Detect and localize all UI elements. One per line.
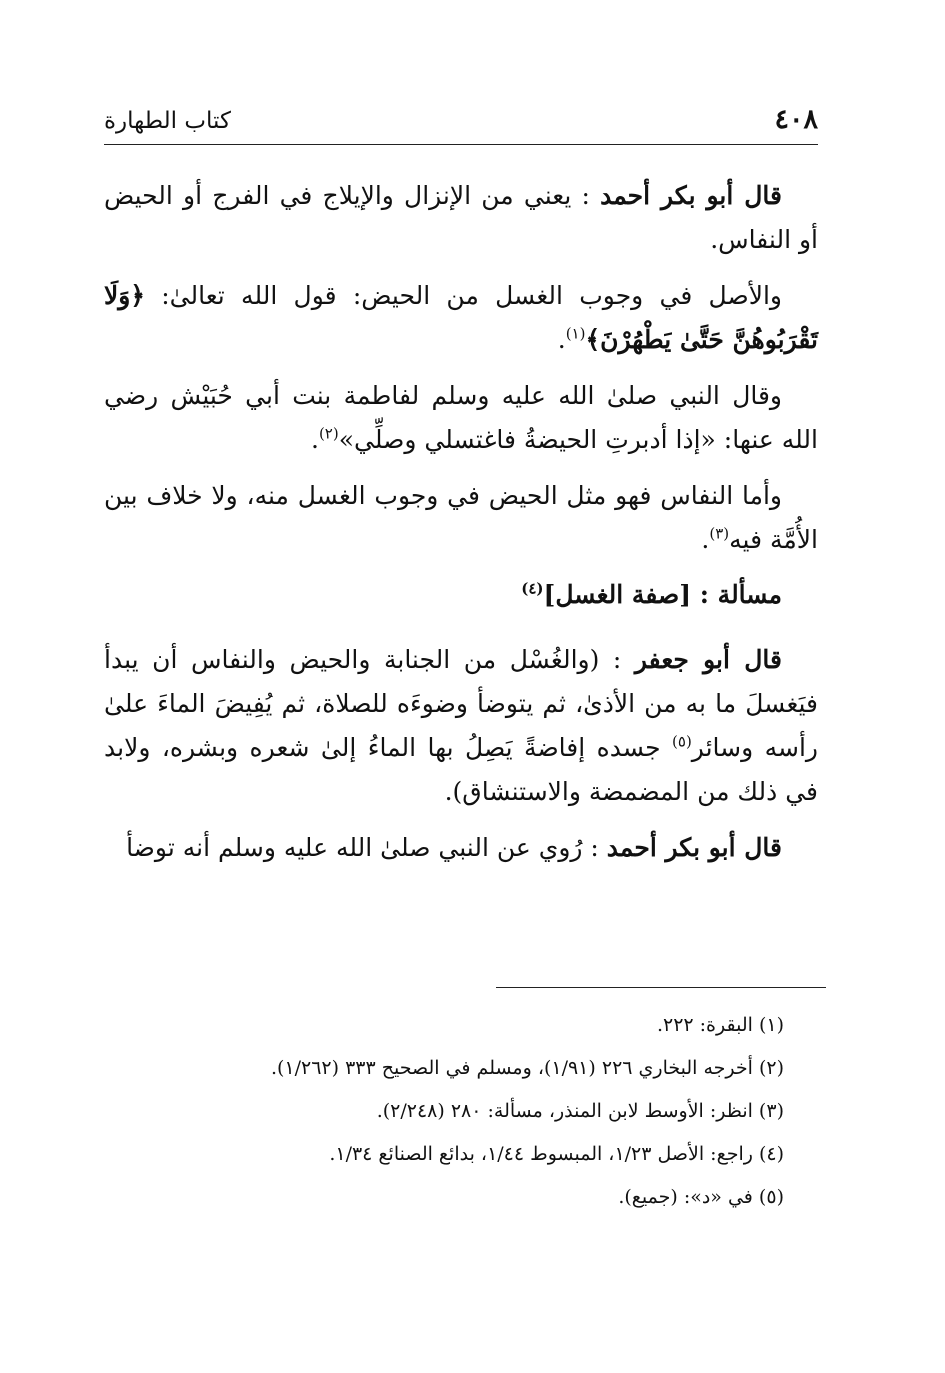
speaker-label: قال أبو بكر أحمد bbox=[606, 833, 782, 862]
section-heading bbox=[104, 574, 782, 616]
page-header bbox=[104, 104, 818, 145]
paragraph-text-continued: جسده إفاضةً يَصِلُ بها الماءُ إلىٰ شعره وبشره، ولابد في ذلك من المضمضة والاستنشاق). bbox=[104, 733, 818, 806]
paragraph-end: . bbox=[310, 425, 319, 454]
paragraph-text: : يعني من الإنزال والإيلاج في الفرج أو الحيض أو النفاس. bbox=[104, 181, 818, 254]
quran-quote: ﴿وَلَا تَقْرَبُوهُنَّ حَتَّىٰ يَطْهُرْنَ﴾ bbox=[104, 281, 818, 354]
paragraph-end: . bbox=[557, 325, 566, 354]
running-title: كتاب الطهارة bbox=[104, 108, 231, 134]
footnote-2: (٢) أخرجه البخاري ٢٢٦ (١/٩١)، ومسلم في الصحيح ٣٣٣ (١/٢٦٢). bbox=[270, 1057, 784, 1079]
footnote-5: (٥) في «د»: (جميع). bbox=[618, 1186, 784, 1208]
paragraph-3 bbox=[104, 374, 818, 462]
footnote-ref: (٥) bbox=[672, 732, 692, 751]
footnote-3: (٣) انظر: الأوسط لابن المنذر، مسألة: ٢٨٠ (٢/٢٤٨). bbox=[376, 1100, 784, 1122]
footnote-4: (٤) راجع: الأصل ١/٢٣، المبسوط ١/٤٤، بدائع الصنائع ١/٣٤. bbox=[329, 1143, 784, 1165]
footnote-divider bbox=[496, 987, 826, 988]
paragraph-text: وقال النبي صلىٰ الله عليه وسلم لفاطمة بنت أبي حُبَيْش رضي الله عنها: «إذا أدبرتِ الحيضةُ فاغتسلي وصلِّي» bbox=[104, 381, 818, 454]
paragraph-text: : (والغُسْل من الجنابة والحيض والنفاس أن يبدأ فيَغسلَ ما به من الأذىٰ، ثم يتوضأ وضوءَه للصلاة، ثم يُفِيضَ الماءَ علىٰ رأسه وسائر bbox=[104, 645, 818, 762]
paragraph-1 bbox=[104, 174, 818, 262]
speaker-label: قال أبو بكر أحمد bbox=[600, 181, 782, 210]
footnote-ref: (٣) bbox=[709, 524, 730, 543]
paragraph-text: وأما النفاس فهو مثل الحيض في وجوب الغسل منه، ولا خلاف بين الأُمَّة فيه bbox=[104, 481, 818, 554]
page-number: ٤٠٨ bbox=[774, 104, 818, 135]
footnote-ref: (٢) bbox=[318, 424, 339, 443]
paragraph-6 bbox=[104, 826, 818, 870]
paragraph-text: والأصل في وجوب الغسل من الحيض: قول الله تعالىٰ: bbox=[144, 281, 782, 310]
heading-text: مسألة : [صفة الغسل] bbox=[543, 580, 782, 609]
footnotes bbox=[104, 1004, 784, 1219]
paragraph-end: . bbox=[701, 525, 710, 554]
footnote-1: (١) البقرة: ٢٢٢. bbox=[656, 1014, 784, 1036]
footnote-ref: (٤) bbox=[521, 579, 544, 598]
speaker-label: قال أبو جعفر bbox=[634, 645, 782, 674]
paragraph-4 bbox=[104, 474, 818, 562]
paragraph-2 bbox=[104, 274, 818, 362]
paragraph-text: : رُوي عن النبي صلىٰ الله عليه وسلم أنه توضأ bbox=[126, 833, 607, 862]
main-text bbox=[104, 174, 818, 882]
paragraph-5 bbox=[104, 638, 818, 814]
footnote-ref: (١) bbox=[565, 324, 586, 343]
